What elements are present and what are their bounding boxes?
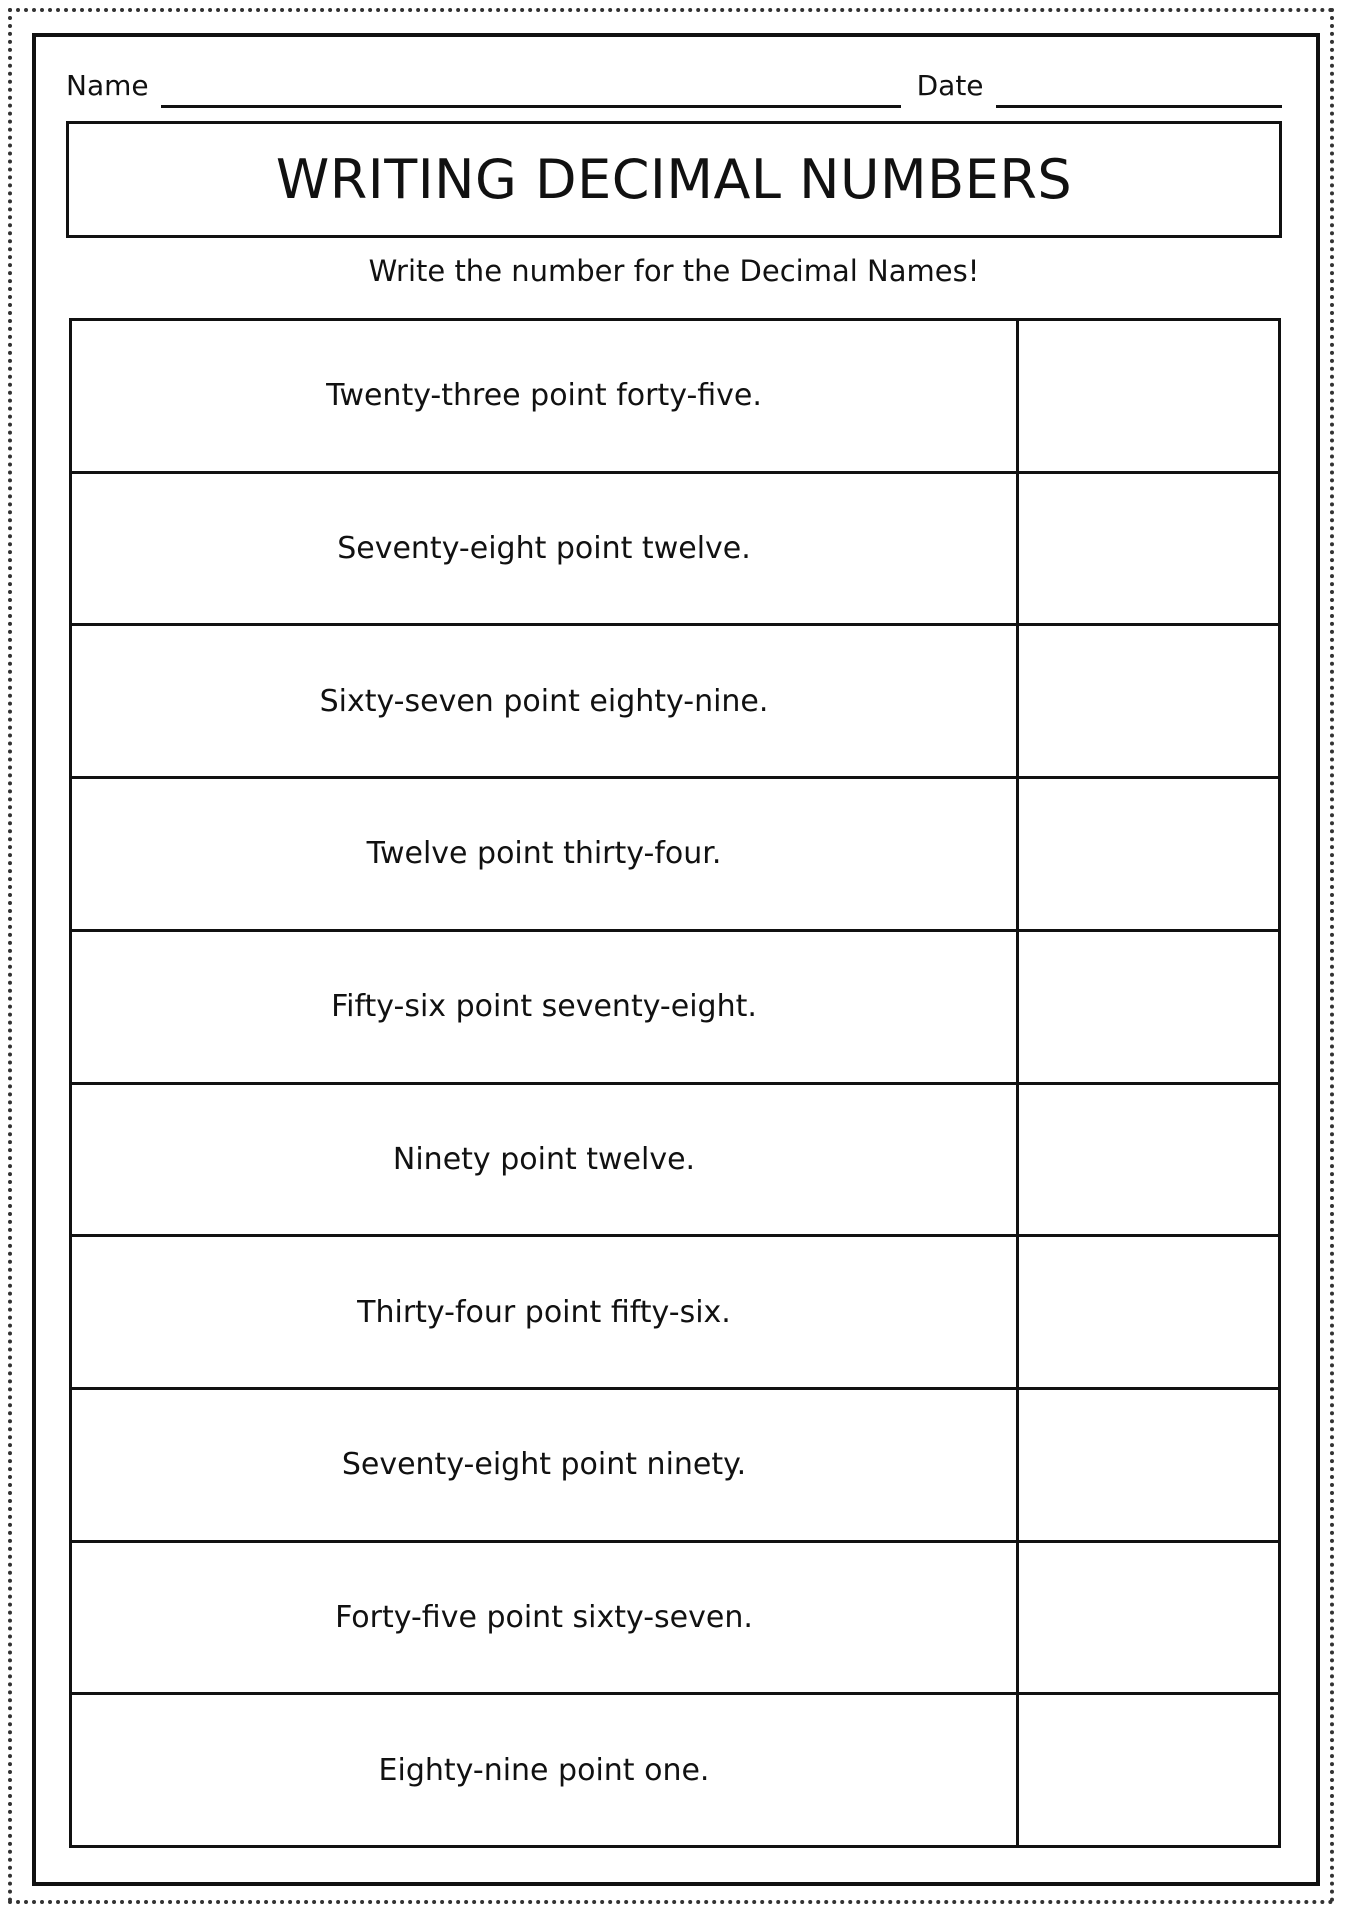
name-blank-field[interactable] xyxy=(161,75,901,108)
answer-cell[interactable] xyxy=(1019,1237,1278,1387)
decimal-name-cell: Seventy-eight point twelve. xyxy=(72,474,1019,624)
table-row xyxy=(72,1390,1278,1543)
decimal-name-cell: Fifty-six point seventy-eight. xyxy=(72,932,1019,1082)
answer-cell[interactable] xyxy=(1019,1390,1278,1540)
table-row xyxy=(72,321,1278,474)
table-row xyxy=(72,932,1278,1085)
decimal-name-cell: Sixty-seven point eighty-nine. xyxy=(72,626,1019,776)
table-row xyxy=(72,1695,1278,1845)
answer-cell[interactable] xyxy=(1019,1543,1278,1693)
title-box xyxy=(66,121,1282,238)
answer-cell[interactable] xyxy=(1019,321,1278,471)
answer-cell[interactable] xyxy=(1019,474,1278,624)
decimal-name-cell: Twelve point thirty-four. xyxy=(72,779,1019,929)
date-blank-field[interactable] xyxy=(996,75,1282,108)
decimal-name-cell: Eighty-nine point one. xyxy=(72,1695,1019,1845)
answer-cell[interactable] xyxy=(1019,932,1278,1082)
table-row xyxy=(72,779,1278,932)
decimal-name-cell: Twenty-three point forty-five. xyxy=(72,321,1019,471)
answer-cell[interactable] xyxy=(1019,779,1278,929)
decimal-name-cell: Thirty-four point fifty-six. xyxy=(72,1237,1019,1387)
answer-cell[interactable] xyxy=(1019,1085,1278,1235)
name-label: Name xyxy=(66,69,149,102)
exercise-table xyxy=(69,318,1281,1848)
decimal-name-cell: Ninety point twelve. xyxy=(72,1085,1019,1235)
table-row xyxy=(72,1237,1278,1390)
table-row xyxy=(72,626,1278,779)
page-title: WRITING DECIMAL NUMBERS xyxy=(275,148,1073,211)
decimal-name-cell: Forty-five point sixty-seven. xyxy=(72,1543,1019,1693)
decimal-name-cell: Seventy-eight point ninety. xyxy=(72,1390,1019,1540)
answer-cell[interactable] xyxy=(1019,1695,1278,1845)
table-row xyxy=(72,1543,1278,1696)
name-date-line xyxy=(66,64,1282,108)
table-row xyxy=(72,474,1278,627)
table-row xyxy=(72,1085,1278,1238)
date-label: Date xyxy=(916,69,984,102)
instructions: Write the number for the Decimal Names! xyxy=(368,254,980,288)
answer-cell[interactable] xyxy=(1019,626,1278,776)
